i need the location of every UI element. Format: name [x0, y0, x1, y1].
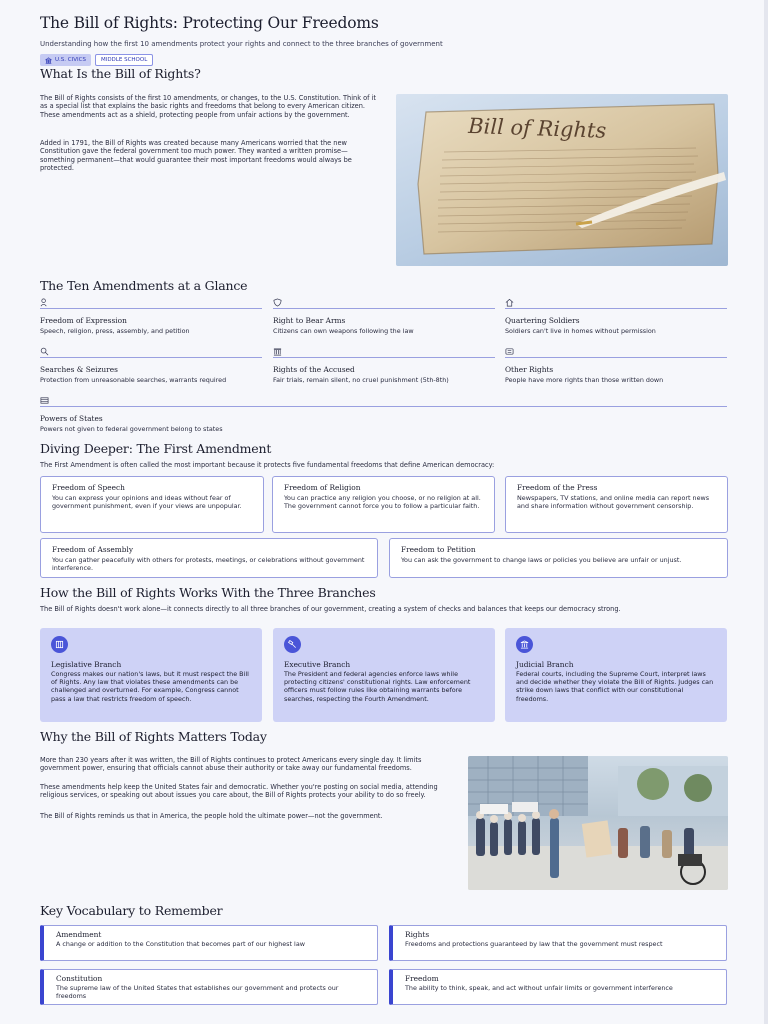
vocab-definition: A change or addition to the Constitution that becomes part of our highest law [56, 940, 305, 948]
amendment-desc: Protection from unreasonable searches, warrants required [40, 376, 227, 384]
amendment-title: Right to Bear Arms [273, 316, 346, 325]
vocab-term: Constitution [56, 974, 103, 983]
badge-label: U.S. CIVICS [55, 57, 86, 63]
amendment-desc: Citizens can own weapons following the law [273, 327, 414, 335]
matters-paragraph-2: These amendments help keep the United States fair and democratic. Whether you're posting on social media, attending religious services, or speaking out about issues you care about, the Bill of Rights protects your ability to do so freely. [40, 783, 438, 800]
amendment-desc: People have more rights than those written down [505, 376, 664, 384]
section-heading-matters: Why the Bill of Rights Matters Today [40, 729, 267, 744]
freedom-card-press [505, 476, 728, 533]
page-subtitle: Understanding how the first 10 amendments protect your rights and connect to the three branches of government [40, 40, 443, 48]
bank-icon [45, 57, 52, 64]
vocab-card-freedom [389, 969, 727, 1005]
what-is-paragraph-2: Added in 1791, the Bill of Rights was created because many Americans worried that the new Constitution gave the federal government too much power. They wanted a written promise—something permanent—that would guarantee their most important freedoms would always be protected. [40, 139, 352, 173]
public-gathering-image [468, 756, 728, 890]
freedom-title: Freedom of Speech [52, 483, 125, 492]
freedom-title: Freedom of Religion [284, 483, 361, 492]
section-heading-what-is: What Is the Bill of Rights? [40, 66, 201, 81]
vocab-term: Freedom [405, 974, 439, 983]
speech-icon [40, 298, 49, 307]
amendment-item-accused [273, 357, 495, 384]
page-title: The Bill of Rights: Protecting Our Freedoms [40, 14, 379, 32]
branch-card-judicial [505, 628, 727, 722]
badge-row [40, 54, 153, 66]
branch-title: Judicial Branch [516, 660, 574, 669]
vocab-card-constitution [40, 969, 378, 1005]
building-icon [55, 640, 64, 649]
gathering-illustration [468, 756, 728, 890]
section-heading-vocab: Key Vocabulary to Remember [40, 903, 223, 918]
amendment-item-bear-arms [273, 308, 495, 335]
flag-icon [40, 396, 49, 405]
amendment-item-states [40, 406, 727, 433]
first-amendment-intro: The First Amendment is often called the most important because it protects five fundamental freedoms that define American democracy: [40, 461, 495, 469]
vocab-card-rights [389, 925, 727, 961]
badge-civics [40, 54, 91, 66]
what-is-paragraph-1: The Bill of Rights consists of the first 10 amendments, or changes, to the U.S. Constitution. Think of it as a special list that explains the basic rights and freedoms that belong to every American citizen. These amendments act as a shield, protecting people from unfair actions by the government. [40, 94, 376, 119]
amendment-title: Powers of States [40, 414, 103, 423]
freedom-desc: You can express your opinions and ideas without fear of government punishment, even if your views are unpopular. [52, 494, 242, 511]
parchment-title: Bill of Rights [467, 113, 607, 143]
home-icon [505, 298, 514, 307]
amendment-desc: Fair trials, remain silent, no cruel punishment (5th-8th) [273, 376, 449, 384]
amendment-title: Searches & Seizures [40, 365, 118, 374]
branch-card-legislative [40, 628, 262, 722]
vocab-definition: The supreme law of the United States that establishes our government and protects our freedoms [56, 984, 339, 1001]
badge-middle-school [95, 54, 153, 66]
branch-desc: Congress makes our nation's laws, but it must respect the Bill of Rights. Any law that violates these amendments can be challenged and overturned. For example, Congress cannot pass a law that restricts freedom of speech. [51, 670, 249, 703]
badge-label: MIDDLE SCHOOL [100, 57, 148, 63]
parchment-illustration [396, 94, 728, 266]
branches-intro: The Bill of Rights doesn't work alone—it connects directly to all three branches of our government, creating a system of checks and balances that keeps our democracy strong. [40, 605, 621, 613]
column-icon [520, 640, 529, 649]
freedom-title: Freedom of Assembly [52, 545, 134, 554]
amendment-item-searches [40, 357, 262, 384]
people-icon [505, 347, 514, 356]
section-heading-amendments: The Ten Amendments at a Glance [40, 278, 248, 293]
amendment-title: Rights of the Accused [273, 365, 355, 374]
search-icon [40, 347, 49, 356]
branch-desc: Federal courts, including the Supreme Court, interpret laws and decide whether they violate the Bill of Rights. Judges can strike down laws that conflict with our constitutional freedoms. [516, 670, 714, 703]
amendment-desc: Powers not given to federal government belong to states [40, 425, 223, 433]
freedom-desc: You can ask the government to change laws or policies you believe are unfair or unjust. [401, 556, 682, 564]
freedom-card-religion [272, 476, 495, 533]
freedom-desc: You can practice any religion you choose, or no religion at all. The government cannot force you to follow a particular faith. [284, 494, 481, 511]
vocab-definition: Freedoms and protections guaranteed by law that the government must respect [405, 940, 663, 948]
vocab-term: Amendment [56, 930, 102, 939]
vocab-definition: The ability to think, speak, and act without unfair limits or government interference [405, 984, 673, 992]
freedom-desc: You can gather peacefully with others for protests, meetings, or celebrations without government interference. [52, 556, 365, 573]
parchment-image [396, 94, 728, 266]
vocab-term: Rights [405, 930, 430, 939]
courthouse-icon [273, 347, 282, 356]
amendment-item-expression [40, 308, 262, 335]
matters-paragraph-1: More than 230 years after it was written, the Bill of Rights continues to protect Americans every single day. It limits government power, ensuring that officials cannot abuse their authority or take away our fundamental freedoms. [40, 756, 422, 773]
branch-title: Legislative Branch [51, 660, 122, 669]
amendment-title: Freedom of Expression [40, 316, 127, 325]
gavel-icon [288, 640, 297, 649]
freedom-card-petition [389, 538, 728, 578]
amendment-desc: Speech, religion, press, assembly, and petition [40, 327, 190, 335]
freedom-card-speech [40, 476, 264, 533]
freedom-desc: Newspapers, TV stations, and online media can report news and share information without government censorship. [517, 494, 710, 511]
branch-desc: The President and federal agencies enforce laws while protecting citizens' constitutional rights. Law enforcement officers must follow rules like obtaining warrants before searches, respecting the Fourth Amendment. [284, 670, 471, 703]
branch-title: Executive Branch [284, 660, 351, 669]
section-heading-branches: How the Bill of Rights Works With the Three Branches [40, 585, 376, 600]
shield-icon [273, 298, 282, 307]
branch-card-executive [273, 628, 495, 722]
matters-paragraph-3: The Bill of Rights reminds us that in America, the people hold the ultimate power—not the government. [40, 812, 383, 820]
amendment-item-quartering [505, 308, 727, 335]
freedom-title: Freedom to Petition [401, 545, 476, 554]
section-heading-first-amendment: Diving Deeper: The First Amendment [40, 441, 272, 456]
amendment-desc: Soldiers can't live in homes without permission [505, 327, 656, 335]
freedom-title: Freedom of the Press [517, 483, 598, 492]
vocab-card-amendment [40, 925, 378, 961]
amendment-item-other-rights [505, 357, 727, 384]
amendment-title: Quartering Soldiers [505, 316, 580, 325]
amendment-title: Other Rights [505, 365, 554, 374]
freedom-card-assembly [40, 538, 378, 578]
